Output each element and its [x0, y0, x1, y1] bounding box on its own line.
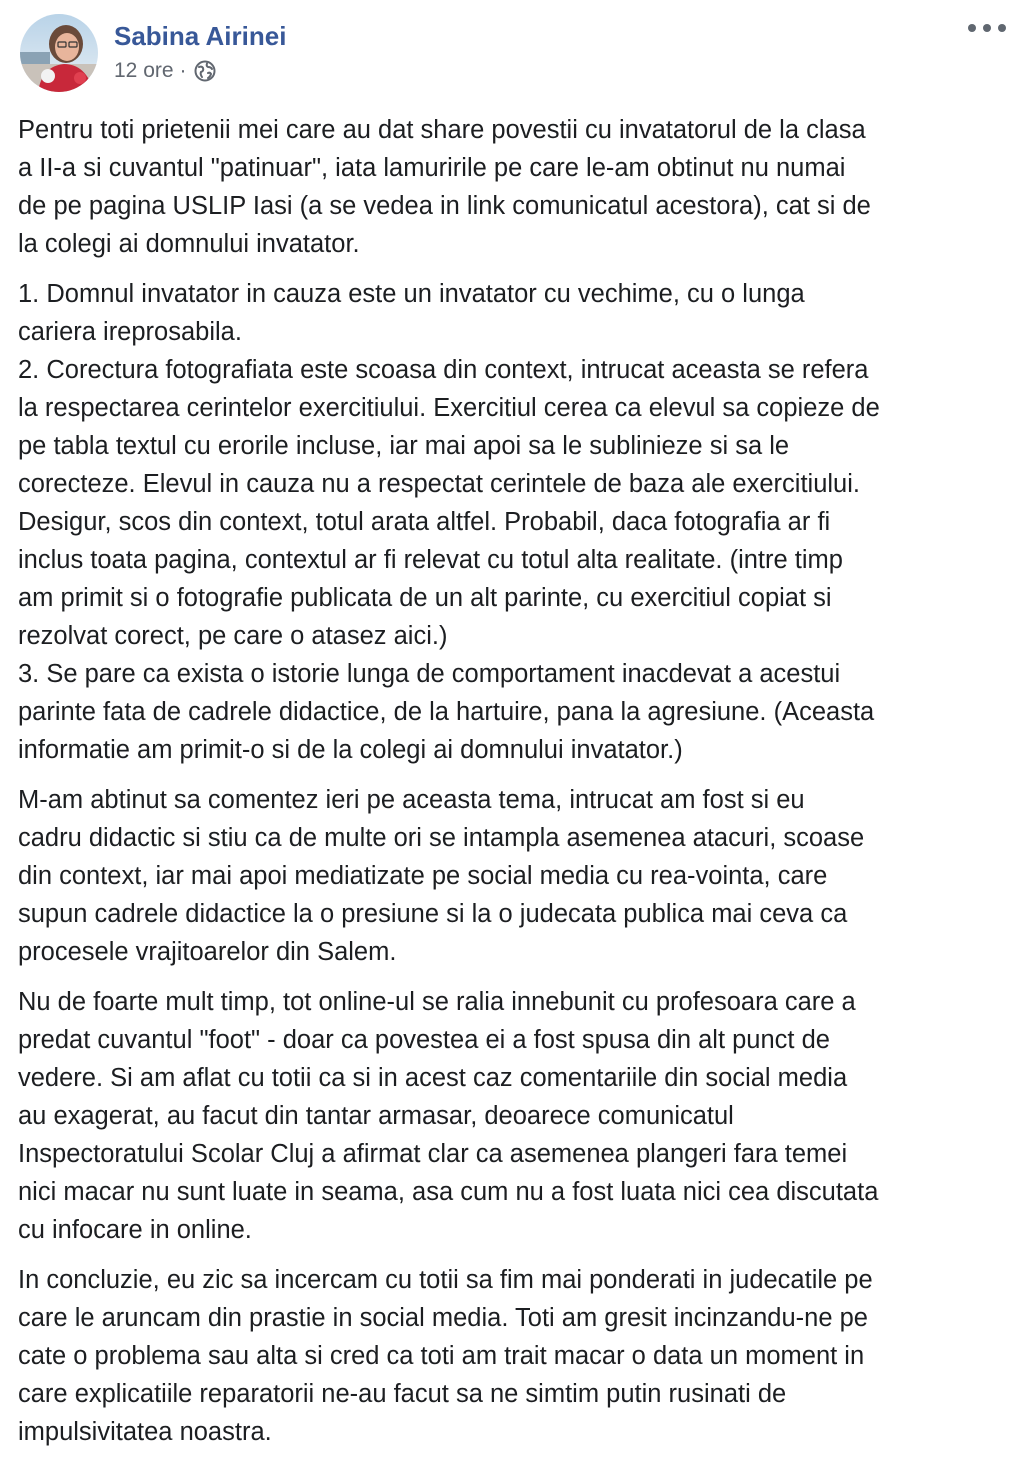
globe-icon[interactable]	[193, 59, 217, 83]
post-paragraph: Nu de foarte mult timp, tot online-ul se ralia innebunit cu profesoara care a predat cuvantul "foot" - doar ca povestea ei a fost spusa din alt punct de vedere. Si am aflat cu totii ca si in acest caz comentariile din social media au exagerat, au facut din tantar armasar, deoarece comunicatul Inspectoratului Scolar Cluj a afirmat clar ca asemenea plangeri fara temei nici macar nu sunt luate in seama, asa cum nu a fost luata nici cea discutata cu infocare in online.	[18, 988, 879, 1244]
ellipsis-dot	[998, 24, 1006, 32]
post-paragraph: M-am abtinut sa comentez ieri pe aceasta tema, intrucat am fost si eu cadru didactic si stiu ca de multe ori se intampla asemenea atacuri, scoase din context, iar mai apoi mediatizate pe social media cu rea-vointa, care supun cadrele didactice la o presiune si la o judecata publica mai ceva ca procesele vrajitoarelor din Salem.	[18, 786, 865, 966]
post-meta	[114, 14, 286, 84]
post-subline	[114, 58, 286, 84]
author-name-link[interactable]: Sabina Airinei	[114, 21, 287, 51]
post-timestamp[interactable]: 12 ore	[114, 59, 174, 82]
avatar-photo	[20, 14, 98, 92]
post-paragraph: In concluzie, eu zic sa incercam cu totii sa fim mai ponderati in judecatile pe care le aruncam din prastie in social media. Toti am gresit incinzandu-ne pe cate o problema sau alta si cred ca toti am trait macar o data un moment in care explicatiile reparatorii ne-au facut sa ne simtim putin rusinati de impulsivitatea noastra.	[18, 1266, 873, 1446]
post-paragraph: Pentru toti prietenii mei care au dat share povestii cu invatatorul de la clasa a II-a si cuvantul "patinuar", iata lamuririle pe care le-am obtinut nu numai de pe pagina USLIP Iasi (a se vedea in link comunicatul acestora), cat si de la colegi ai domnului invatator.	[18, 116, 871, 258]
post-paragraph: 1. Domnul invatator in cauza este un invatator cu vechime, cu o lunga cariera ireprosabila. 2. Corectura fotografiata este scoasa din context, intrucat aceasta se refera la respectarea cerintelor exercitiului. Exercitiul cerea ca elevul sa copieze de pe tabla textul cu erorile incluse, iar mai apoi sa le sublinieze si sa le corecteze. Elevul in cauza nu a respectat cerintele de baza ale exercitiului. Desigur, scos din context, totul arata altfel. Probabil, daca fotografia ar fi inclus toata pagina, contextul ar fi relevat cu totul alta realitate. (intre timp am primit si o fotografie publicata de un alt parinte, cu exercitiul copiat si rezolvat corect, pe care o atasez aici.) 3. Se pare ca exista o istorie lunga de comportament inacdevat a acestui parinte fata de cadrele didactice, de la hartuire, pana la agresiune. (Aceasta informatie am primit-o si de la colegi ai domnului invatator.)	[18, 280, 880, 764]
post-header	[20, 14, 286, 94]
ellipsis-dot	[983, 24, 991, 32]
author-avatar[interactable]	[20, 14, 98, 92]
ellipsis-dot	[968, 24, 976, 32]
separator-dot: ·	[179, 59, 187, 82]
ellipsis-icon[interactable]	[968, 16, 1006, 40]
post-body	[18, 111, 1004, 1463]
